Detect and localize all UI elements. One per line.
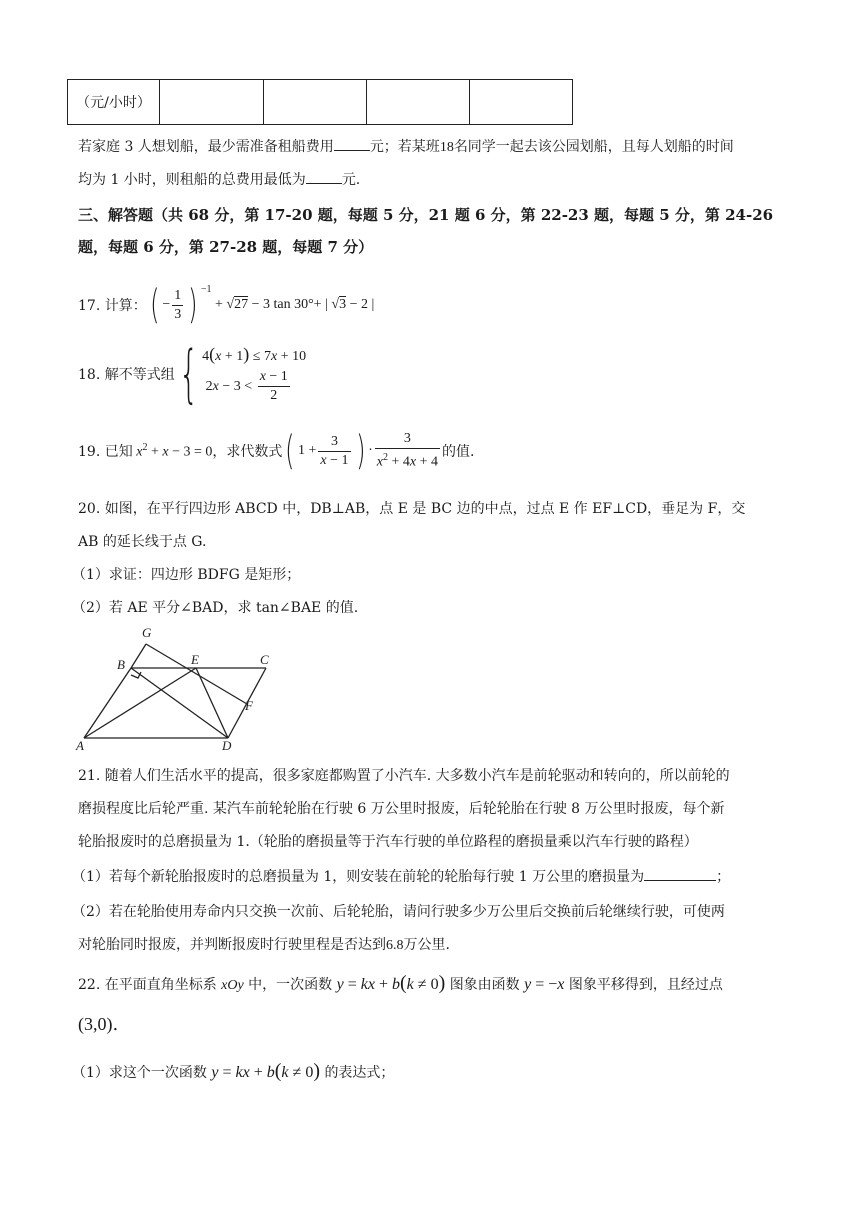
q20-part2: （2）若 AE 平分∠BAD，求 tan∠BAE 的值.: [72, 600, 359, 616]
q16-text: 元；若某班: [369, 139, 440, 155]
rental-price-table: [67, 79, 573, 125]
q16-line1: [78, 136, 734, 156]
q21-line3: 轮胎报废时的总磨损量为 1.（轮胎的磨损量等于汽车行驶的单位路程的磨损量乘以汽车行驶的路程）: [78, 834, 698, 850]
q22-text: 中，一次函数: [248, 977, 333, 993]
question-17: [78, 282, 374, 328]
label-F: F: [245, 698, 253, 713]
q19-text: 的值.: [442, 444, 475, 460]
q18-system: 4(x + 1) ≤ 7x + 10 2 x − 3 < $\frac{x - 1}{2}$: [202, 343, 307, 403]
q20-line2: AB 的延长线于点 G.: [78, 534, 207, 550]
q21-line1: 21. 随着人们生活水平的提高，很多家庭都购置了小汽车. 大多数小汽车是前轮驱动和转向的，所以前轮的: [78, 768, 730, 784]
table-cell: [470, 80, 573, 125]
q21-part2b: [78, 934, 450, 954]
q21-line2: 磨损程度比后轮严重. 某汽车前轮轮胎在行驶 6 万公里时报废，后轮轮胎在行驶 8 万公里时报废，每个新: [78, 801, 725, 817]
q21-part1: [72, 866, 730, 886]
right-angle-mark: [131, 672, 141, 678]
q16-text: 元.: [341, 172, 361, 188]
answer-blank[interactable]: [306, 169, 342, 184]
label-C: C: [260, 652, 269, 667]
question-label: 17. 计算：: [78, 298, 147, 314]
question-label: 18. 解不等式组: [78, 366, 175, 383]
q22-text: 图象由函数: [449, 977, 520, 993]
question-19: 19. 已知 $x^2 + x - 3 = 0$ ，求代数式 ( 1 + $\frac{3}{x - 1}$ ) · $\frac{3}{x^2 + 4x + 4}$ 的值.: [78, 428, 475, 474]
label-B: B: [117, 657, 125, 672]
q16-text: 均为 1 小时，则租船的总费用最低为: [78, 172, 306, 188]
question-18: [78, 337, 306, 410]
q21-number: 6.8: [386, 938, 404, 953]
q21-text: 对轮胎同时报废，并判断报废时行驶里程是否达到: [78, 937, 386, 953]
q22-text: .: [112, 1014, 119, 1035]
question-label: 19. 已知: [78, 444, 133, 460]
segment-BG: [131, 644, 146, 668]
q22-text: 图象平移得到，且经过点: [568, 977, 723, 993]
q21-text: ；: [716, 869, 731, 885]
answer-blank[interactable]: [334, 136, 370, 151]
label-G: G: [142, 625, 152, 640]
q16-number: 18: [439, 140, 454, 155]
point-coordinates: (3,0): [78, 1014, 113, 1034]
q22-text: 的表达式；: [324, 1065, 395, 1081]
label-A: A: [76, 738, 84, 753]
q22-line1: 22. 在平面直角坐标系 xOy 中，一次函数 y = kx + b(k ≠ 0) 图象由函数 y = −x 图象平移得到，且经过点: [78, 972, 723, 994]
section-heading-line2: 题，每题 6 分，第 27-28 题，每题 7 分）: [78, 238, 374, 256]
q19-expression: ( 1 + $\frac{3}{x - 1}$ ) · $\frac{3}{x^2 + 4x + 4}$: [285, 428, 439, 474]
q21-part2a: （2）若在轮胎使用寿命内只交换一次前、后轮轮胎，请问行驶多少万公里后交换前后轮继续行驶，可使两: [72, 904, 725, 920]
q21-text: 万公里.: [403, 937, 450, 953]
table-cell-unit: （元/小时）: [68, 80, 160, 125]
q19-text: ，求代数式: [212, 444, 283, 460]
answer-blank[interactable]: [644, 866, 716, 881]
q20-line1: 20. 如图，在平行四边形 ABCD 中，DB⊥AB，点 E 是 BC 边的中点，过点 E 作 EF⊥CD，垂足为 F，交: [78, 501, 746, 517]
label-E: E: [191, 652, 199, 667]
q22-text: 22. 在平面直角坐标系: [78, 977, 217, 993]
table-cell: [160, 80, 264, 125]
section-heading-line1: 三、解答题（共 68 分，第 17-20 题，每题 5 分，21 题 6 分，第 22-23 题，每题 5 分，第 24-26: [78, 206, 774, 224]
q16-text: 名同学一起去该公园划船，且每人划船的时间: [453, 139, 734, 155]
segment-AB: [84, 668, 131, 738]
parallelogram-figure: [70, 620, 290, 755]
table-cell: [264, 80, 367, 125]
table-row: [68, 80, 573, 125]
q17-expression: ( − $\frac{1}{3}$ ) $^{-1}$ + √27 − 3 tan 30°+ | √3 − 2 |: [149, 282, 375, 328]
q20-part1: （1）求证：四边形 BDFG 是矩形；: [72, 567, 301, 583]
label-D: D: [222, 738, 232, 753]
q22-text: （1）求这个一次函数: [72, 1065, 207, 1081]
segment-ED: [196, 668, 228, 738]
brace-icon: {: [178, 337, 199, 410]
q21-text: （1）若每个新轮胎报废时的总磨损量为 1，则安装在前轮的轮胎每行驶 1 万公里的磨损量为: [72, 869, 645, 885]
q16-line2: [78, 169, 360, 189]
q22-point: [78, 1014, 118, 1035]
q22-part1: （1）求这个一次函数 y = kx + b(k ≠ 0) 的表达式；: [72, 1060, 395, 1082]
table-cell: [367, 80, 470, 125]
q16-text: 若家庭 3 人想划船，最少需准备租船费用: [78, 139, 334, 155]
